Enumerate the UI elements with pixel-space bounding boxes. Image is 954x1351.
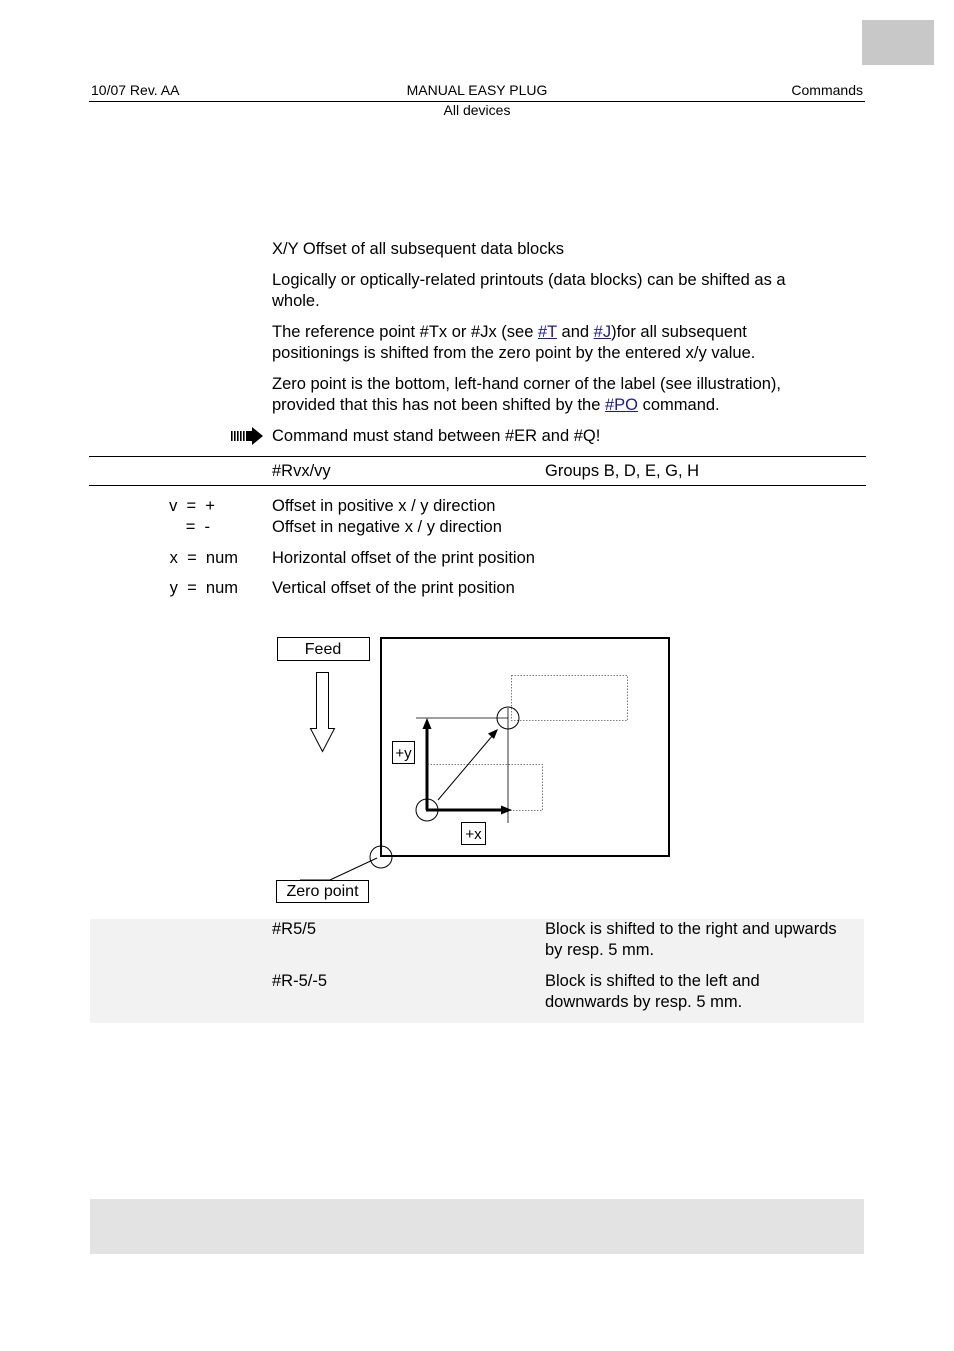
header-subtitle: All devices (443, 102, 511, 118)
param-v-minus-label: = - (185, 518, 210, 536)
y-label: +y (395, 745, 412, 762)
footer-bar (90, 1199, 864, 1254)
shifted-block (512, 676, 628, 721)
description-paragraph-1: Logically or optically-related printouts (data blocks) can be shifted as a whole. (272, 271, 786, 310)
example-2-command: #R-5/-5 (272, 972, 328, 990)
syntax-rule-top (89, 456, 866, 457)
page-corner-tab (862, 20, 934, 65)
offset-diagram (260, 630, 680, 910)
header-title: MANUAL EASY PLUG (406, 82, 548, 98)
header-revision: 10/07 Rev. AA (91, 82, 180, 98)
example-2-desc-line-1: Block is shifted to the left and (545, 972, 760, 990)
p2-text-b: and (556, 323, 594, 341)
header-section: Commands (791, 82, 863, 98)
label-outline (381, 638, 669, 856)
offset-vector (438, 735, 493, 800)
param-x-desc: Horizontal offset of the print position (272, 549, 535, 567)
param-v-plus-label: v = + (169, 497, 215, 515)
syntax-command: #Rvx/vy (272, 462, 331, 480)
syntax-groups: Groups B, D, E, G, H (545, 462, 700, 480)
example-1-desc-line-2: by resp. 5 mm. (545, 941, 655, 959)
feed-direction-arrow-icon (311, 673, 335, 752)
description-paragraph-2 (272, 322, 837, 364)
syntax-rule-bottom (89, 485, 866, 486)
p2-text-a: The reference point #Tx or #Jx (see (272, 323, 538, 341)
x-axis-arrowhead (501, 806, 512, 815)
description-title: X/Y Offset of all subsequent data blocks (272, 240, 564, 258)
param-y-label: y = num (169, 579, 238, 597)
link-po-command[interactable]: #PO (604, 396, 639, 414)
y-axis-arrowhead (423, 718, 432, 729)
note-arrow-icon (230, 427, 264, 445)
p3-text-a: Zero point is the bottom, left-hand corner of the label (see illustration), provided that this has not been shifted by the (272, 375, 782, 414)
example-1-desc-line-1: Block is shifted to the right and upwards (545, 920, 837, 938)
param-v-plus-desc: Offset in positive x / y direction (272, 497, 496, 515)
original-block (428, 765, 543, 811)
link-j-command[interactable]: #J (593, 323, 612, 341)
note-text: Command must stand between #ER and #Q! (272, 427, 601, 445)
param-y-desc: Vertical offset of the print position (272, 579, 515, 597)
description-paragraph-3 (272, 374, 837, 416)
zero-point-leader (330, 858, 377, 880)
offset-vector-arrowhead (488, 729, 498, 739)
p2-text-c: )for all subsequent positionings is shifted from the zero point by the entered x/y value. (272, 323, 756, 362)
example-1-command: #R5/5 (272, 920, 317, 938)
param-v-minus-desc: Offset in negative x / y direction (272, 518, 502, 536)
zero-point-label: Zero point (286, 883, 359, 900)
example-2-desc-line-2: downwards by resp. 5 mm. (545, 993, 743, 1011)
feed-label: Feed (304, 641, 342, 658)
link-t-command[interactable]: #T (537, 323, 557, 341)
p3-text-b: command. (638, 396, 720, 414)
param-x-label: x = num (169, 549, 238, 567)
x-label: +x (465, 826, 482, 843)
